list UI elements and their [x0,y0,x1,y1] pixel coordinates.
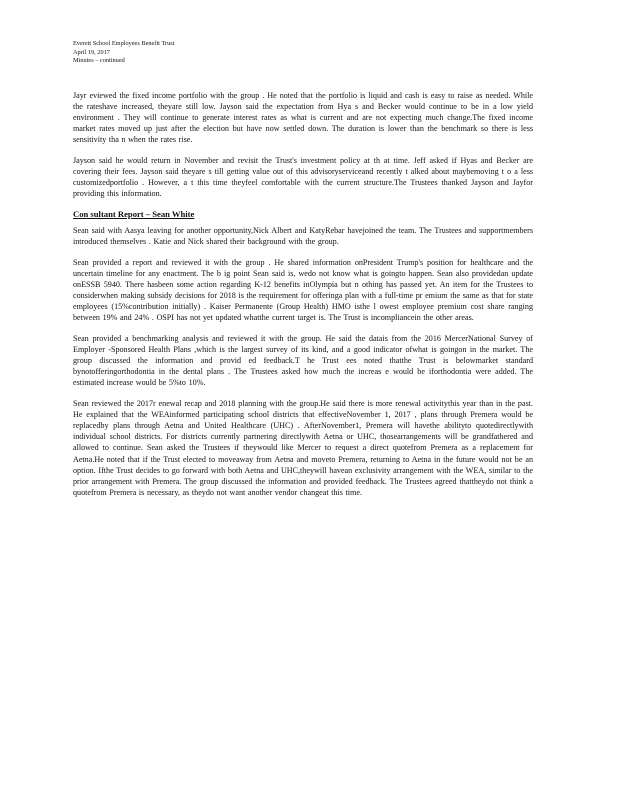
paragraph-fixed-income: Jayr eviewed the fixed income portfolio with the group . He noted that the portfolio is liquid and cash is easy to raise as needed. While the rateshave increased, theyare still low. Jayson said the expectation from Hya s and Becker would continue to be in a low yield environment . They will continue to generate interest rates as what is current and are not expecting much change.The fixed income market rates moved up just after the election but have now settled down. The duration is lower than the benchmark so there is less sensitivity tha n when the rates rise. [73,91,533,145]
header-minutes-label: Minutes – continued [73,57,125,65]
paragraph-investment-policy: Jayson said he would return in November and revisit the Trust's investment policy at th at time. Jeff asked if Hyas and Becker are covering their fees. Jayson said theyare s till getting value out of this advisoryserviceand recently t alked about maybemoving t o a less customizedportfolio . However, a t this time theyfeel comfortable with the current structure.The Trustees thanked Jayson and Jayfor providing this information. [73,156,533,199]
paragraph-benchmarking: Sean provided a benchmarking analysis and reviewed it with the group. He said the datais from the 2016 MercerNational Survey of Employer -Sponsored Health Plans ,which is the largest survey of its kind, and a good indicator ofwhat is goingon in the market. The group discussed the information and provid ed feedback.T he Trust ees noted thatthe Trust is belowmarket standard bynotofferingorthodontia in the dental plans . The Trustees asked how much the increas e would be iforthodontia were added. The estimated increase would be 5%to 10%. [73,333,533,388]
paragraph-team-introduction: Sean said with Aasya leaving for another opportunity,Nick Albert and KatyRebar havejoined the team. The Trustees and supportmembers introduced themselves . Katie and Nick shared their background with the group. [73,226,533,247]
paragraph-renewal-planning: Sean reviewed the 2017r enewal recap and 2018 planning with the group.He said there is more renewal activitythis year than in the past. He explained that the WEAinformed participating school districts that effectiveNovember 1, 2017 , plans through Premera would be replacedby plans through Aetna and United Healthcare (UHC) . AfterNovember1, Premera will havethe abilityto quotedirectlywith individual school districts. For districts currently partnering directlywith Aetna or UHC, thosearrangements will be grandfathered and allowed to continue. Sean asked the Trustees if theywould like Mercer to request a direct quotefrom Premera as a replacement for Aetna.He noted that if the Trust elected to moveaway from Aetna and moveto Premera, returning to Aetna in the future would not be an option. Ifthe Trust decides to go forward with both Aetna and UHC,theywill havean exclusivity arrangement with the WEA, similar to the prior arrangement with Premera. The group discussed the information and provided feedback. The Trustees agreed thattheydo not think a quotefrom Premera is necessary, as theydo not want another vendor changeat this time. [73,399,533,497]
paragraph-healthcare-report: Sean provided a report and reviewed it with the group . He shared information onPresident Trump's position for healthcare and the uncertain timeline for any enactment. The b ig point Sean said is, wedo not know what is goingto happen. Sean also providedan update onESSB 5940. There hasbeen some action regarding K-12 benefits inOlympia but n othing has passed yet. An item for the Trustees to considerwhen making subsidy decisions for 2018 is the requirement for offeringa plan with a full-time pr emium the same as that for state employees (15%contribution initially) . Kaiser Permanente (Group Health) HMO isthe l owest employee premium cost share ranging between 19% and 24% . OSPI has not yet updated whatthe current target is. The Trust is incompliancein the other areas. [73,257,533,323]
minutes-body [73,90,533,507]
page-header [73,40,174,66]
section-heading-consultant-report: Con sultant Report – Sean White [73,209,195,220]
header-organization: Everett School Employees Benefit Trust [73,40,175,47]
header-date: April 19, 2017 [73,48,110,56]
